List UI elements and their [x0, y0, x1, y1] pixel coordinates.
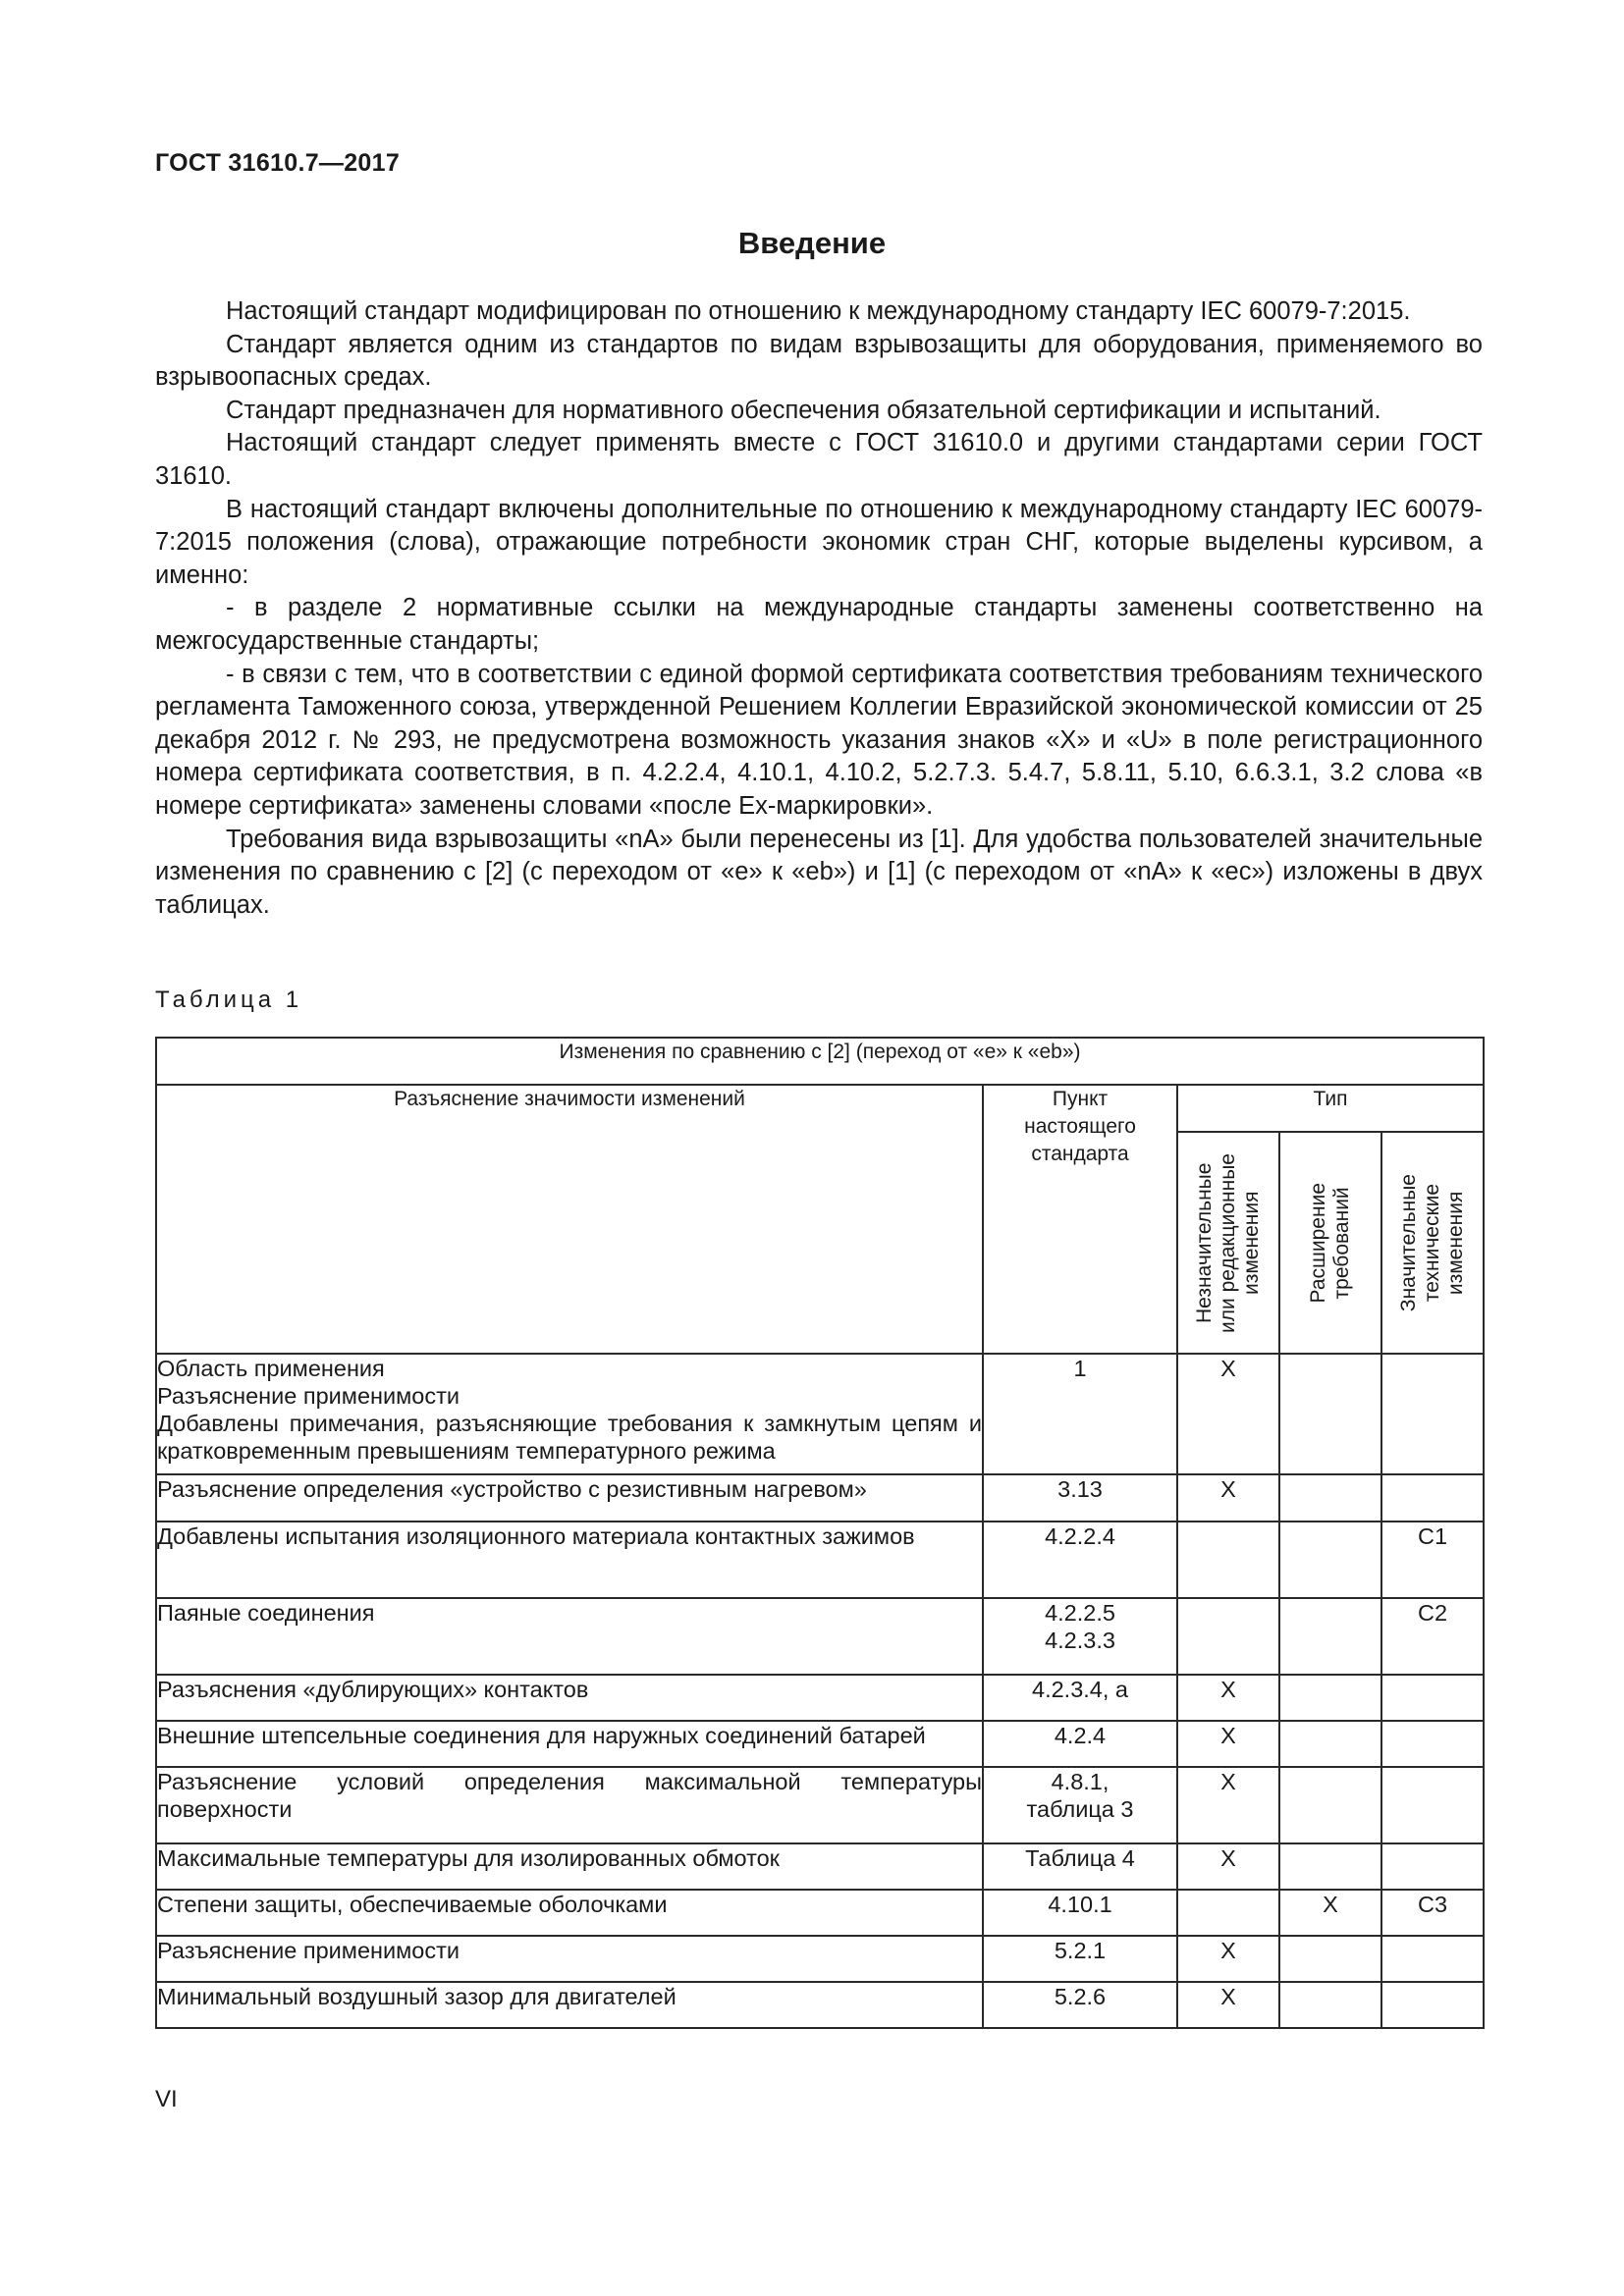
cell-clause	[983, 1890, 1177, 1936]
column-header-type: Тип	[1177, 1085, 1484, 1132]
intro-paragraph: Настоящий стандарт следует применять вместе с ГОСТ 31610.0 и другими стандартами серии ГОСТ 31610.	[155, 429, 1483, 490]
intro-body	[155, 295, 1483, 922]
column-header-minor-line: или редакционные	[1217, 1152, 1239, 1333]
cell-explanation-line: Разъяснение применимости	[157, 1938, 460, 1963]
cell-explanation	[156, 1843, 983, 1890]
cell-major: C2	[1381, 1598, 1484, 1675]
table-row	[156, 1354, 1484, 1474]
cell-explanation-line: Разъяснение определения «устройство с резистивным нагревом»	[157, 1476, 867, 1502]
intro-paragraph: Настоящий стандарт модифицирован по отношению к международному стандарту IEC 60079-7:2015.	[226, 297, 1411, 325]
intro-paragraph: - в разделе 2 нормативные ссылки на международные стандарты заменены соответственно на межгосударственные стандарты;	[155, 594, 1483, 655]
table-row	[156, 1721, 1484, 1767]
cell-clause	[983, 1474, 1177, 1522]
cell-clause	[983, 1598, 1177, 1675]
table-row	[156, 1522, 1484, 1598]
cell-explanation	[156, 1936, 983, 1982]
cell-clause	[983, 1354, 1177, 1474]
cell-major	[1381, 1936, 1484, 1982]
table-row	[156, 1890, 1484, 1936]
column-header-clause-line: Пункт	[1052, 1088, 1109, 1110]
column-header-minor	[1177, 1132, 1279, 1354]
cell-explanation-line: Внешние штепсельные соединения для наружных соединений батарей	[157, 1723, 926, 1748]
cell-major	[1381, 1474, 1484, 1522]
column-header-clause-line: стандарта	[1031, 1143, 1129, 1165]
column-header-major-line: технические	[1421, 1183, 1443, 1303]
cell-major	[1381, 1982, 1484, 2028]
cell-extension: X	[1279, 1890, 1381, 1936]
cell-minor	[1177, 1890, 1279, 1936]
cell-minor: X	[1177, 1982, 1279, 2028]
cell-clause-line: 4.2.3.3	[1045, 1628, 1115, 1653]
cell-minor: X	[1177, 1936, 1279, 1982]
cell-explanation-line: Минимальный воздушный зазор для двигателей	[157, 1984, 677, 2009]
cell-minor	[1177, 1598, 1279, 1675]
cell-explanation-line: Добавлены примечания, разъясняющие требования к замкнутым цепям и кратковременным превышениям температурного режима	[157, 1411, 982, 1464]
cell-major	[1381, 1767, 1484, 1843]
cell-major	[1381, 1675, 1484, 1721]
cell-explanation-line: Паяные соединения	[157, 1600, 375, 1626]
cell-minor: X	[1177, 1767, 1279, 1843]
cell-minor: X	[1177, 1721, 1279, 1767]
cell-major: C1	[1381, 1522, 1484, 1598]
page-number: VI	[155, 2086, 178, 2112]
column-header-clause	[983, 1085, 1177, 1354]
cell-clause-line: 5.2.1	[1054, 1938, 1107, 1963]
cell-explanation	[156, 1767, 983, 1843]
column-header-major-line: Значительные	[1397, 1173, 1420, 1312]
cell-major: C3	[1381, 1890, 1484, 1936]
intro-paragraph: В настоящий стандарт включены дополнительные по отношению к международному стандарту IEC 60079-7:2015 положения (слова), отражающие потребности экономик стран СНГ, которые выделены курсивом, а именно:	[155, 495, 1483, 589]
cell-clause	[983, 1675, 1177, 1721]
cell-clause	[983, 1767, 1177, 1843]
column-header-extension-line: требований	[1330, 1186, 1353, 1300]
cell-explanation-line: Область применения	[157, 1356, 385, 1381]
table-row	[156, 1982, 1484, 2028]
cell-explanation	[156, 1598, 983, 1675]
intro-paragraph: - в связи с тем, что в соответствии с единой формой сертификата соответствия требованиям технического регламента Таможенного союза, утвержденной Решением Коллегии Евразийской экономической комиссии от 25 декабря 2012 г. № 293, не предусмотрена возможность указания знаков «X» и «U» в поле регистрационного номера сертификата соответствия, в п. 4.2.2.4, 4.10.1, 4.10.2, 5.2.7.3. 5.4.7, 5.8.11, 5.10, 6.6.3.1, 3.2 слова «в номере сертификата» заменены словами «после Ex-маркировки».	[155, 660, 1483, 820]
table-row	[156, 1598, 1484, 1675]
column-header-clause-line: настоящего	[1024, 1115, 1136, 1138]
cell-explanation	[156, 1474, 983, 1522]
cell-extension	[1279, 1721, 1381, 1767]
cell-explanation-line: Разъяснение условий определения максимальной температуры поверхности	[157, 1769, 982, 1822]
intro-paragraph: Стандарт является одним из стандартов по видам взрывозащиты для оборудования, применяемого во взрывоопасных средах.	[155, 330, 1483, 392]
cell-extension	[1279, 1474, 1381, 1522]
cell-explanation	[156, 1675, 983, 1721]
cell-explanation	[156, 1890, 983, 1936]
intro-paragraph: Требования вида взрывозащиты «nA» были перенесены из [1]. Для удобства пользователей значительные изменения по сравнению с [2] (с переходом от «е» к «eb») и [1] (с переходом от «nA» к «ec») изложены в двух таблицах.	[155, 825, 1483, 919]
column-header-minor-line: Незначительные	[1193, 1162, 1216, 1323]
cell-minor: X	[1177, 1843, 1279, 1890]
cell-minor: X	[1177, 1474, 1279, 1522]
column-header-major-line: изменения	[1444, 1191, 1467, 1295]
cell-major	[1381, 1354, 1484, 1474]
table-header-caption: Изменения по сравнению с [2] (переход от «е» к «eb»)	[156, 1038, 1484, 1085]
cell-explanation-line: Добавлены испытания изоляционного материала контактных зажимов	[157, 1523, 915, 1549]
cell-extension	[1279, 1767, 1381, 1843]
cell-clause-line: 4.2.3.4, а	[1032, 1677, 1128, 1702]
cell-major	[1381, 1721, 1484, 1767]
column-header-minor-line: изменения	[1240, 1191, 1263, 1295]
cell-minor: X	[1177, 1354, 1279, 1474]
table-row	[156, 1936, 1484, 1982]
cell-explanation	[156, 1522, 983, 1598]
cell-clause	[983, 1982, 1177, 2028]
cell-clause-line: 4.8.1,	[1051, 1769, 1110, 1794]
cell-clause-line: таблица 3	[1026, 1796, 1134, 1822]
table-body	[156, 1354, 1484, 2028]
column-header-extension-line: Расширение	[1307, 1182, 1329, 1304]
cell-clause-line: 4.2.4	[1054, 1723, 1107, 1748]
cell-explanation	[156, 1982, 983, 2028]
cell-major	[1381, 1843, 1484, 1890]
table-caption: Таблица 1	[155, 987, 303, 1013]
column-header-major	[1381, 1132, 1484, 1354]
cell-clause	[983, 1936, 1177, 1982]
cell-clause	[983, 1843, 1177, 1890]
cell-extension	[1279, 1982, 1381, 2028]
column-header-extension	[1279, 1132, 1381, 1354]
cell-clause-line: 1	[1073, 1356, 1087, 1381]
cell-clause-line: 5.2.6	[1054, 1984, 1107, 2009]
document-code: ГОСТ 31610.7—2017	[155, 149, 401, 177]
cell-explanation-line: Разъяснения «дублирующих» контактов	[157, 1677, 589, 1702]
table-row	[156, 1767, 1484, 1843]
changes-table	[155, 1037, 1485, 2029]
cell-extension	[1279, 1675, 1381, 1721]
cell-extension	[1279, 1598, 1381, 1675]
cell-extension	[1279, 1843, 1381, 1890]
cell-extension	[1279, 1354, 1381, 1474]
cell-clause-line: 4.10.1	[1048, 1892, 1112, 1917]
table-row	[156, 1675, 1484, 1721]
cell-clause-line: 3.13	[1057, 1476, 1103, 1502]
table-row	[156, 1474, 1484, 1522]
cell-extension	[1279, 1936, 1381, 1982]
intro-paragraph: Стандарт предназначен для нормативного обеспечения обязательной сертификации и испытаний.	[226, 396, 1381, 424]
cell-explanation-line: Максимальные температуры для изолированных обмоток	[157, 1845, 780, 1871]
cell-clause	[983, 1721, 1177, 1767]
cell-explanation	[156, 1721, 983, 1767]
cell-explanation-line: Разъяснение применимости	[157, 1383, 460, 1409]
column-header-explanation: Разъяснение значимости изменений	[156, 1085, 983, 1354]
cell-minor	[1177, 1522, 1279, 1598]
cell-explanation	[156, 1354, 983, 1474]
section-title: Введение	[737, 226, 887, 260]
cell-clause-line: 4.2.2.5	[1045, 1600, 1115, 1626]
cell-clause	[983, 1522, 1177, 1598]
cell-minor: X	[1177, 1675, 1279, 1721]
cell-clause-line: Таблица 4	[1025, 1845, 1135, 1871]
table-row	[156, 1843, 1484, 1890]
cell-clause-line: 4.2.2.4	[1045, 1523, 1115, 1549]
cell-explanation-line: Степени защиты, обеспечиваемые оболочками	[157, 1892, 668, 1917]
cell-extension	[1279, 1522, 1381, 1598]
